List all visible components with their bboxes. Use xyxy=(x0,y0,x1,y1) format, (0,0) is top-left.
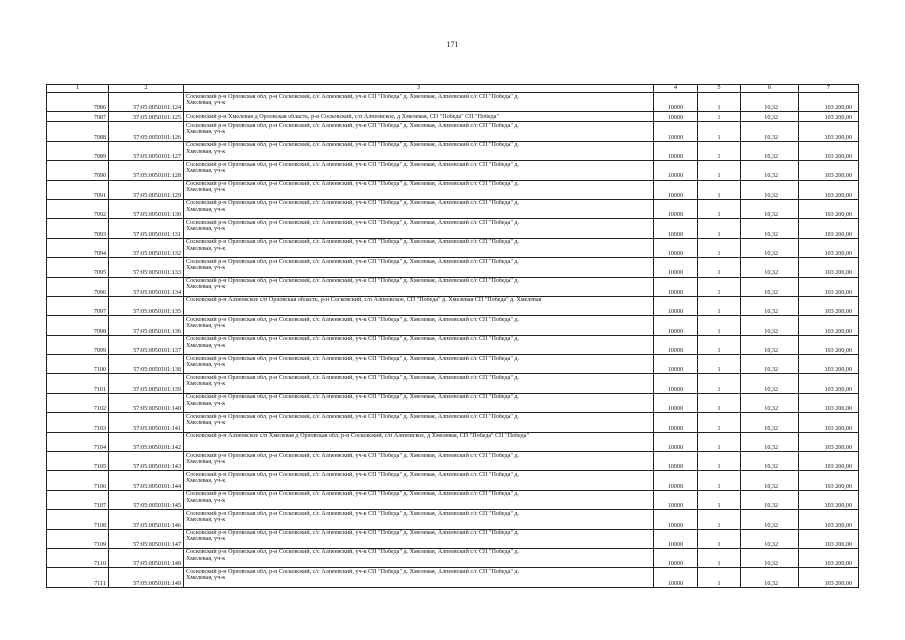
plot-location-line-1: Сосковский р-н Орловская обл, р-н Сосковский, с/с Алпеевский, уч-к СП "Победа" д. Хмелевая, Алпеевский с/с СП "Победа" д. xyxy=(186,278,519,285)
plot-location xyxy=(184,199,654,218)
cadastral-number: 57:05:0050101:137 xyxy=(109,335,184,354)
cadastral-number: 57:05:0050101:140 xyxy=(109,393,184,412)
unit-value: 10,32 xyxy=(741,432,799,451)
total-value: 103 200,00 xyxy=(799,296,859,315)
row-number: 7088 xyxy=(47,122,109,141)
plot-count: 1 xyxy=(698,199,741,218)
table-row xyxy=(47,238,859,257)
plot-location-line-2: Хмелевая, уч-к xyxy=(186,342,226,349)
plot-area: 10000 xyxy=(654,510,698,529)
total-value: 103 200,00 xyxy=(799,277,859,296)
plot-location-line-2: Хмелевая, уч-к xyxy=(186,168,226,175)
plot-area: 10000 xyxy=(654,548,698,567)
unit-value: 10,32 xyxy=(741,199,799,218)
cadastral-number: 57:05:0050101:133 xyxy=(109,258,184,277)
plot-location-line-2: Хмелевая, уч-к xyxy=(186,99,226,106)
unit-value: 10,32 xyxy=(741,277,799,296)
plot-location xyxy=(184,568,654,587)
cadastral-number: 57:05:0050101:127 xyxy=(109,141,184,160)
plot-area: 10000 xyxy=(654,296,698,315)
plot-location-line-1: Сосковский р-н Орловская обл, р-н Сосковский, с/с Алпеевский, уч-к СП "Победа" д. Хмелевая, Алпеевский с/с СП "Победа" д. xyxy=(186,181,519,188)
total-value: 103 200,00 xyxy=(799,432,859,451)
plot-location xyxy=(184,393,654,412)
table-row xyxy=(47,413,859,432)
plot-count: 1 xyxy=(698,413,741,432)
total-value: 103 200,00 xyxy=(799,548,859,567)
cadastral-number: 57:05:0050101:146 xyxy=(109,510,184,529)
unit-value: 10,32 xyxy=(741,258,799,277)
row-number: 7086 xyxy=(47,93,109,112)
cadastral-number: 57:05:0050101:141 xyxy=(109,413,184,432)
plot-location-line-2: Хмелевая, уч-к xyxy=(186,187,226,194)
plot-location-line-1: Сосковский р-н Орловская обл, р-н Сосковский, с/с Алпеевский, уч-к СП "Победа" д. Хмелевая, Алпеевский с/с СП "Победа" д. xyxy=(186,355,519,362)
plot-count: 1 xyxy=(698,141,741,160)
plot-location-line-2: Хмелевая, уч-к xyxy=(186,206,226,213)
plot-location-line-1: Сосковский р-н Орловская обл, р-н Сосковский, с/с Алпеевский, уч-к СП "Победа" д. Хмелевая, Алпеевский с/с СП "Победа" д. xyxy=(186,161,519,168)
plot-location-line-2: Хмелевая, уч-к xyxy=(186,129,226,136)
table-row xyxy=(47,355,859,374)
cadastral-number: 57:05:0050101:144 xyxy=(109,471,184,490)
total-value: 103 200,00 xyxy=(799,413,859,432)
cadastral-number: 57:05:0050101:129 xyxy=(109,180,184,199)
total-value: 103 200,00 xyxy=(799,238,859,257)
plot-location-line-2: Хмелевая, уч-к xyxy=(186,265,226,272)
table-row xyxy=(47,432,859,451)
plot-area: 10000 xyxy=(654,490,698,509)
header-col-3: 3 xyxy=(184,85,654,93)
unit-value: 10,32 xyxy=(741,510,799,529)
plot-location xyxy=(184,219,654,238)
plot-location-line-1: Сосковский р-н Орловская обл, р-н Сосковский, с/с Алпеевский, уч-к СП "Победа" д. Хмелевая, Алпеевский с/с СП "Победа" д. xyxy=(186,452,519,459)
plot-area: 10000 xyxy=(654,393,698,412)
plot-location xyxy=(184,432,654,451)
plot-area: 10000 xyxy=(654,93,698,112)
total-value: 103 200,00 xyxy=(799,471,859,490)
table-row xyxy=(47,219,859,238)
header-row xyxy=(47,85,859,93)
unit-value: 10,32 xyxy=(741,296,799,315)
plot-location-line-2: Хмелевая, уч-к xyxy=(186,148,226,155)
cadastral-number: 57:05:0050101:134 xyxy=(109,277,184,296)
table-header xyxy=(47,85,859,93)
row-number: 7108 xyxy=(47,510,109,529)
total-value: 103 200,00 xyxy=(799,112,859,122)
plot-area: 10000 xyxy=(654,238,698,257)
unit-value: 10,32 xyxy=(741,374,799,393)
cadastral-number: 57:05:0050101:145 xyxy=(109,490,184,509)
unit-value: 10,32 xyxy=(741,355,799,374)
plot-area: 10000 xyxy=(654,199,698,218)
table-row xyxy=(47,568,859,587)
plot-location-line-1: Сосковский р-н Алпеевское с/п Хмелевая д Орловская обл, р-н Сосковский, с/п Алпеевское, д Хмелевая, СП "Победа" СП "Победа" xyxy=(186,433,529,440)
row-number: 7095 xyxy=(47,258,109,277)
plot-location xyxy=(184,258,654,277)
cadastral-number: 57:05:0050101:139 xyxy=(109,374,184,393)
plot-area: 10000 xyxy=(654,112,698,122)
plot-count: 1 xyxy=(698,471,741,490)
plot-location-line-1: Сосковский р-н Орловская обл, р-н Сосковский, с/с Алпеевский, уч-к СП "Победа" д. Хмелевая, Алпеевский с/с СП "Победа" д. xyxy=(186,142,519,149)
plot-location xyxy=(184,335,654,354)
total-value: 103 200,00 xyxy=(799,529,859,548)
header-col-5: 5 xyxy=(698,85,741,93)
header-col-2: 2 xyxy=(109,85,184,93)
table-row xyxy=(47,510,859,529)
total-value: 103 200,00 xyxy=(799,490,859,509)
plot-location-line-2: Хмелевая, уч-к xyxy=(186,381,226,388)
cadastral-number: 57:05:0050101:136 xyxy=(109,316,184,335)
cadastral-number: 57:05:0050101:125 xyxy=(109,112,184,122)
unit-value: 10,32 xyxy=(741,316,799,335)
plot-area: 10000 xyxy=(654,258,698,277)
plot-location-line-1: Сосковский р-н Алпеевское с/п Орловская область, р-н Сосковский, с/п Алпеевское, СП "Победа" д. Хмелевая СП "Победа" д. Хмелевая xyxy=(186,297,542,304)
unit-value: 10,32 xyxy=(741,452,799,471)
plot-location-line-2: Хмелевая, уч-к xyxy=(186,323,226,330)
plot-count: 1 xyxy=(698,112,741,122)
table-row xyxy=(47,296,859,315)
row-number: 7089 xyxy=(47,141,109,160)
plot-location-line-2: Хмелевая, уч-к xyxy=(186,420,226,427)
plot-location xyxy=(184,316,654,335)
plot-location xyxy=(184,296,654,315)
row-number: 7094 xyxy=(47,238,109,257)
unit-value: 10,32 xyxy=(741,393,799,412)
plot-location xyxy=(184,452,654,471)
table-row xyxy=(47,529,859,548)
total-value: 103 200,00 xyxy=(799,452,859,471)
plot-location-line-1: Сосковский р-н Орловская обл, р-н Сосковский, с/с Алпеевский, уч-к СП "Победа" д. Хмелевая, Алпеевский с/с СП "Победа" д. xyxy=(186,568,519,575)
plot-location-line-1: Сосковский р-н Орловская обл, р-н Сосковский, с/с Алпеевский, уч-к СП "Победа" д. Хмелевая, Алпеевский с/с СП "Победа" д. xyxy=(186,530,519,537)
table-row xyxy=(47,471,859,490)
unit-value: 10,32 xyxy=(741,471,799,490)
plot-area: 10000 xyxy=(654,277,698,296)
plot-location xyxy=(184,548,654,567)
cadastral-number: 57:05:0050101:143 xyxy=(109,452,184,471)
plot-location-line-2: Хмелевая, уч-к xyxy=(186,575,226,582)
plot-count: 1 xyxy=(698,316,741,335)
plot-location xyxy=(184,355,654,374)
row-number: 7092 xyxy=(47,199,109,218)
plot-location-line-2: Хмелевая, уч-к xyxy=(186,361,226,368)
plot-count: 1 xyxy=(698,122,741,141)
plot-location xyxy=(184,529,654,548)
plot-location-line-1: Сосковский р-н Орловская обл, р-н Сосковский, с/с Алпеевский, уч-к СП "Победа" д. Хмелевая, Алпеевский с/с СП "Победа" д. xyxy=(186,413,519,420)
plot-location-line-2: Хмелевая, уч-к xyxy=(186,400,226,407)
plot-location-line-1: Сосковский р-н Орловская обл, р-н Сосковский, с/с Алпеевский, уч-к СП "Победа" д. Хмелевая, Алпеевский с/с СП "Победа" д. xyxy=(186,394,519,401)
unit-value: 10,32 xyxy=(741,112,799,122)
plot-area: 10000 xyxy=(654,374,698,393)
plot-location-line-1: Сосковский р-н Орловская обл, р-н Сосковский, с/с Алпеевский, уч-к СП "Победа" д. Хмелевая, Алпеевский с/с СП "Победа" д. xyxy=(186,258,519,265)
table-row xyxy=(47,374,859,393)
header-col-6: 6 xyxy=(741,85,799,93)
plot-area: 10000 xyxy=(654,122,698,141)
total-value: 103 200,00 xyxy=(799,316,859,335)
table-row xyxy=(47,141,859,160)
plot-count: 1 xyxy=(698,432,741,451)
plot-count: 1 xyxy=(698,568,741,587)
plot-area: 10000 xyxy=(654,219,698,238)
cadastral-number: 57:05:0050101:142 xyxy=(109,432,184,451)
plot-location-line-1: Сосковский р-н Орловская обл, р-н Сосковский, с/с Алпеевский, уч-к СП "Победа" д. Хмелевая, Алпеевский с/с СП "Победа" д. xyxy=(186,316,519,323)
total-value: 103 200,00 xyxy=(799,568,859,587)
plot-location xyxy=(184,141,654,160)
land-plots-table-container xyxy=(46,84,858,588)
page-number: 171 xyxy=(446,40,459,49)
cadastral-number: 57:05:0050101:131 xyxy=(109,219,184,238)
header-col-7: 7 xyxy=(799,85,859,93)
unit-value: 10,32 xyxy=(741,122,799,141)
unit-value: 10,32 xyxy=(741,529,799,548)
unit-value: 10,32 xyxy=(741,161,799,180)
total-value: 103 200,00 xyxy=(799,199,859,218)
plot-area: 10000 xyxy=(654,141,698,160)
cadastral-number: 57:05:0050101:132 xyxy=(109,238,184,257)
table-row xyxy=(47,393,859,412)
plot-count: 1 xyxy=(698,529,741,548)
table-row xyxy=(47,122,859,141)
plot-area: 10000 xyxy=(654,316,698,335)
plot-location xyxy=(184,161,654,180)
table-row xyxy=(47,335,859,354)
plot-location xyxy=(184,112,654,122)
plot-location-line-2: Хмелевая, уч-к xyxy=(186,497,226,504)
cadastral-number: 57:05:0050101:135 xyxy=(109,296,184,315)
plot-location xyxy=(184,374,654,393)
plot-area: 10000 xyxy=(654,452,698,471)
total-value: 103 200,00 xyxy=(799,374,859,393)
unit-value: 10,32 xyxy=(741,141,799,160)
total-value: 103 200,00 xyxy=(799,510,859,529)
unit-value: 10,32 xyxy=(741,568,799,587)
row-number: 7093 xyxy=(47,219,109,238)
total-value: 103 200,00 xyxy=(799,335,859,354)
plot-location-line-1: Сосковский р-н Орловская обл, р-н Сосковский, с/с Алпеевский, уч-к СП "Победа" д. Хмелевая, Алпеевский с/с СП "Победа" д. xyxy=(186,336,519,343)
table-row xyxy=(47,112,859,122)
row-number: 7109 xyxy=(47,529,109,548)
plot-location xyxy=(184,471,654,490)
cadastral-number: 57:05:0050101:126 xyxy=(109,122,184,141)
plot-area: 10000 xyxy=(654,180,698,199)
cadastral-number: 57:05:0050101:148 xyxy=(109,548,184,567)
total-value: 103 200,00 xyxy=(799,161,859,180)
total-value: 103 200,00 xyxy=(799,180,859,199)
plot-area: 10000 xyxy=(654,335,698,354)
plot-location-line-1: Сосковский р-н Орловская обл, р-н Сосковский, с/с Алпеевский, уч-к СП "Победа" д. Хмелевая, Алпеевский с/с СП "Победа" д. xyxy=(186,374,519,381)
land-plots-table xyxy=(46,84,859,588)
plot-location-line-1: Сосковский р-н Орловская обл, р-н Сосковский, с/с Алпеевский, уч-к СП "Победа" д. Хмелевая, Алпеевский с/с СП "Победа" д. xyxy=(186,122,519,129)
unit-value: 10,32 xyxy=(741,548,799,567)
row-number: 7107 xyxy=(47,490,109,509)
header-col-4: 4 xyxy=(654,85,698,93)
table-row xyxy=(47,316,859,335)
unit-value: 10,32 xyxy=(741,219,799,238)
plot-location-line-2: Хмелевая, уч-к xyxy=(186,517,226,524)
row-number: 7101 xyxy=(47,374,109,393)
plot-count: 1 xyxy=(698,393,741,412)
plot-location xyxy=(184,277,654,296)
plot-location-line-2: Хмелевая, уч-к xyxy=(186,555,226,562)
plot-area: 10000 xyxy=(654,432,698,451)
plot-location xyxy=(184,413,654,432)
plot-count: 1 xyxy=(698,490,741,509)
plot-location-line-1: Сосковский р-н Орловская обл, р-н Сосковский, с/с Алпеевский, уч-к СП "Победа" д. Хмелевая, Алпеевский с/с СП "Победа" д. xyxy=(186,491,519,498)
unit-value: 10,32 xyxy=(741,180,799,199)
plot-count: 1 xyxy=(698,296,741,315)
total-value: 103 200,00 xyxy=(799,122,859,141)
table-row xyxy=(47,93,859,112)
plot-count: 1 xyxy=(698,510,741,529)
total-value: 103 200,00 xyxy=(799,258,859,277)
plot-count: 1 xyxy=(698,355,741,374)
table-row xyxy=(47,452,859,471)
plot-count: 1 xyxy=(698,219,741,238)
plot-location-line-1: Сосковский р-н Орловская обл, р-н Сосковский, с/с Алпеевский, уч-к СП "Победа" д. Хмелевая, Алпеевский с/с СП "Победа" д. xyxy=(186,93,519,100)
plot-area: 10000 xyxy=(654,161,698,180)
plot-count: 1 xyxy=(698,258,741,277)
plot-count: 1 xyxy=(698,180,741,199)
total-value: 103 200,00 xyxy=(799,219,859,238)
plot-location xyxy=(184,180,654,199)
unit-value: 10,32 xyxy=(741,490,799,509)
plot-location-line-2: Хмелевая, уч-к xyxy=(186,226,226,233)
plot-count: 1 xyxy=(698,238,741,257)
plot-count: 1 xyxy=(698,335,741,354)
unit-value: 10,32 xyxy=(741,238,799,257)
plot-location xyxy=(184,93,654,112)
plot-area: 10000 xyxy=(654,529,698,548)
total-value: 103 200,00 xyxy=(799,93,859,112)
header-col-1: 1 xyxy=(47,85,109,93)
table-row xyxy=(47,277,859,296)
plot-location-line-2: Хмелевая, уч-к xyxy=(186,245,226,252)
plot-location-line-2: Хмелевая, уч-к xyxy=(186,536,226,543)
plot-location-line-1: Сосковский р-н Орловская обл, р-н Сосковский, с/с Алпеевский, уч-к СП "Победа" д. Хмелевая, Алпеевский с/с СП "Победа" д. xyxy=(186,471,519,478)
plot-count: 1 xyxy=(698,374,741,393)
row-number: 7106 xyxy=(47,471,109,490)
row-number: 7087 xyxy=(47,112,109,122)
plot-location xyxy=(184,238,654,257)
plot-count: 1 xyxy=(698,161,741,180)
row-number: 7110 xyxy=(47,548,109,567)
total-value: 103 200,00 xyxy=(799,141,859,160)
plot-area: 10000 xyxy=(654,471,698,490)
plot-location-line-2: Хмелевая, уч-к xyxy=(186,478,226,485)
plot-count: 1 xyxy=(698,277,741,296)
table-row xyxy=(47,161,859,180)
plot-location-line-1: Сосковский р-н Орловская обл, р-н Сосковский, с/с Алпеевский, уч-к СП "Победа" д. Хмелевая, Алпеевский с/с СП "Победа" д. xyxy=(186,510,519,517)
plot-area: 10000 xyxy=(654,413,698,432)
plot-location-line-1: Сосковский р-н Орловская обл, р-н Сосковский, с/с Алпеевский, уч-к СП "Победа" д. Хмелевая, Алпеевский с/с СП "Победа" д. xyxy=(186,239,519,246)
row-number: 7096 xyxy=(47,277,109,296)
plot-area: 10000 xyxy=(654,568,698,587)
plot-count: 1 xyxy=(698,452,741,471)
unit-value: 10,32 xyxy=(741,335,799,354)
row-number: 7104 xyxy=(47,432,109,451)
cadastral-number: 57:05:0050101:138 xyxy=(109,355,184,374)
row-number: 7097 xyxy=(47,296,109,315)
unit-value: 10,32 xyxy=(741,93,799,112)
plot-location-line-1: Сосковский р-н Хмелевая д Орловская область, р-н Сосковский, с/п Алпеевское, д Хмелевая, СП "Победа" СП "Победа" xyxy=(186,113,499,120)
plot-location-line-2: Хмелевая, уч-к xyxy=(186,458,226,465)
total-value: 103 200,00 xyxy=(799,393,859,412)
plot-count: 1 xyxy=(698,93,741,112)
cadastral-number: 57:05:0050101:128 xyxy=(109,161,184,180)
plot-location xyxy=(184,510,654,529)
row-number: 7100 xyxy=(47,355,109,374)
plot-count: 1 xyxy=(698,548,741,567)
row-number: 7099 xyxy=(47,335,109,354)
row-number: 7091 xyxy=(47,180,109,199)
table-row xyxy=(47,180,859,199)
table-row xyxy=(47,490,859,509)
cadastral-number: 57:05:0050101:147 xyxy=(109,529,184,548)
cadastral-number: 57:05:0050101:149 xyxy=(109,568,184,587)
table-row xyxy=(47,258,859,277)
plot-area: 10000 xyxy=(654,355,698,374)
plot-location-line-1: Сосковский р-н Орловская обл, р-н Сосковский, с/с Алпеевский, уч-к СП "Победа" д. Хмелевая, Алпеевский с/с СП "Победа" д. xyxy=(186,200,519,207)
row-number: 7103 xyxy=(47,413,109,432)
unit-value: 10,32 xyxy=(741,413,799,432)
plot-location xyxy=(184,490,654,509)
plot-location-line-1: Сосковский р-н Орловская обл, р-н Сосковский, с/с Алпеевский, уч-к СП "Победа" д. Хмелевая, Алпеевский с/с СП "Победа" д. xyxy=(186,219,519,226)
cadastral-number: 57:05:0050101:124 xyxy=(109,93,184,112)
row-number: 7102 xyxy=(47,393,109,412)
table-body xyxy=(47,93,859,588)
row-number: 7090 xyxy=(47,161,109,180)
plot-location xyxy=(184,122,654,141)
plot-location-line-2: Хмелевая, уч-к xyxy=(186,284,226,291)
cadastral-number: 57:05:0050101:130 xyxy=(109,199,184,218)
row-number: 7105 xyxy=(47,452,109,471)
plot-location-line-1: Сосковский р-н Орловская обл, р-н Сосковский, с/с Алпеевский, уч-к СП "Победа" д. Хмелевая, Алпеевский с/с СП "Победа" д. xyxy=(186,549,519,556)
row-number: 7098 xyxy=(47,316,109,335)
total-value: 103 200,00 xyxy=(799,355,859,374)
table-row xyxy=(47,548,859,567)
row-number: 7111 xyxy=(47,568,109,587)
table-row xyxy=(47,199,859,218)
